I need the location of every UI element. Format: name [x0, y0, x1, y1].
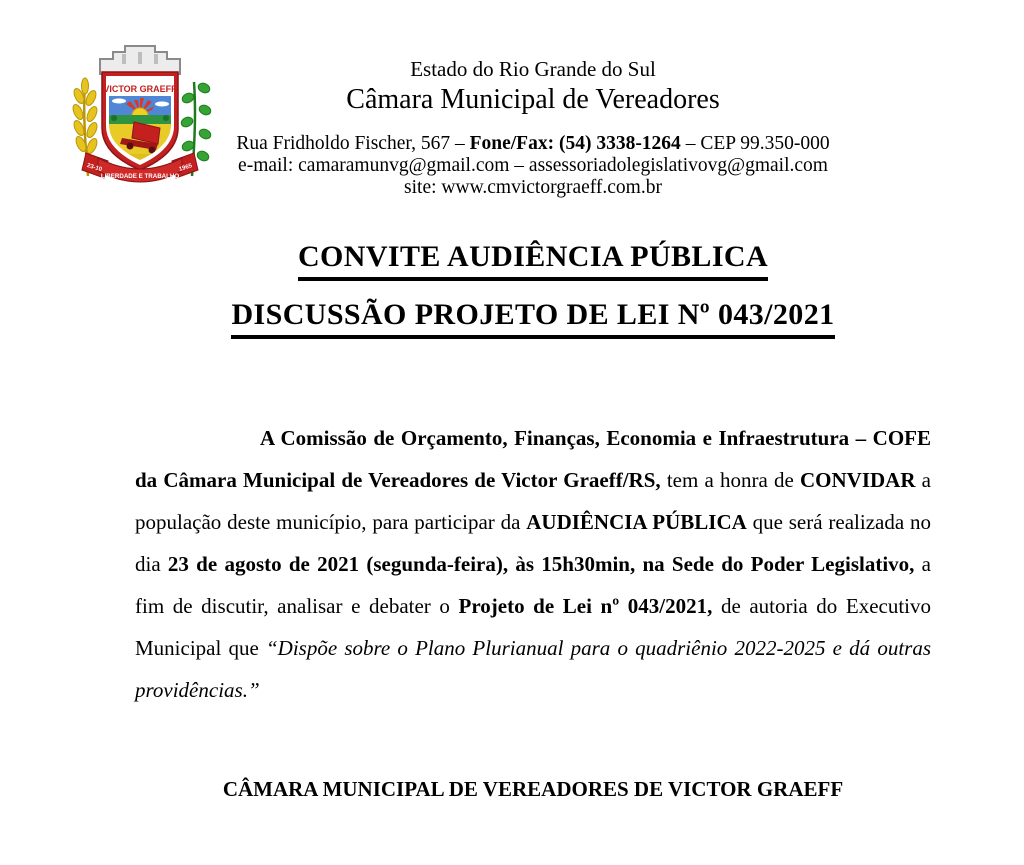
institution-name: Câmara Municipal de Vereadores [346, 84, 720, 115]
document-title-1 [135, 240, 931, 281]
body-segment: a fim de discutir, analisar e debater o [135, 552, 932, 618]
site-line: site: www.cmvictorgraeff.com.br [404, 177, 662, 198]
phone-fax: Fone/Fax: (54) 3338-1264 [469, 133, 681, 154]
title-convite: CONVITE AUDIÊNCIA PÚBLICA [298, 240, 768, 281]
ribbon-center-text: LIBERDADE E TRABALHO [100, 173, 180, 180]
document-title-2 [135, 298, 931, 339]
letterhead [135, 56, 931, 199]
body-segment: CONVIDAR [799, 468, 916, 492]
body-segment: tem a honra de [660, 468, 800, 492]
ribbon-left-text: 23-10 [86, 162, 103, 174]
address-line [135, 133, 931, 155]
title-discussao: DISCUSSÃO PROJETO DE LEI Nº 043/2021 [231, 298, 834, 339]
state-line: Estado do Rio Grande do Sul [410, 57, 656, 81]
body-segment: AUDIÊNCIA PÚBLICA [526, 510, 747, 534]
logo-city-name: VICTOR GRAEFF [103, 84, 177, 94]
signature-line: CÂMARA MUNICIPAL DE VEREADORES DE VICTOR GRAEFF [222, 777, 844, 801]
ribbon-right-text: 1965 [178, 163, 193, 173]
body-segment: 23 de agosto de 2021 (segunda-feira), às 15h30min, na Sede do Poder Legislativo, [167, 552, 915, 576]
body-segment: a população deste município, para participar da [135, 468, 931, 534]
email-line: e-mail: camaramunvg@gmail.com – assessoriadolegislativovg@gmail.com [238, 155, 828, 176]
body-segment: de autoria do Executivo Municipal que [135, 594, 932, 660]
body-segment: “Dispõe sobre o Plano Plurianual para o quadriênio 2022-2025 e dá outras providências.” [135, 636, 931, 702]
body-segment: que será realizada no dia [135, 510, 931, 576]
body-segment: Projeto de Lei nº 043/2021, [458, 594, 713, 618]
address-prefix: Rua Fridholdo Fischer, 567 – [236, 133, 470, 154]
body-segment: A Comissão de Orçamento, Finanças, Economia e Infraestrutura – COFE da Câmara Municipal de Vereadores de Victor Graeff/RS, [135, 426, 931, 492]
invitation-paragraph [135, 417, 931, 711]
address-suffix: – CEP 99.350-000 [680, 133, 830, 154]
